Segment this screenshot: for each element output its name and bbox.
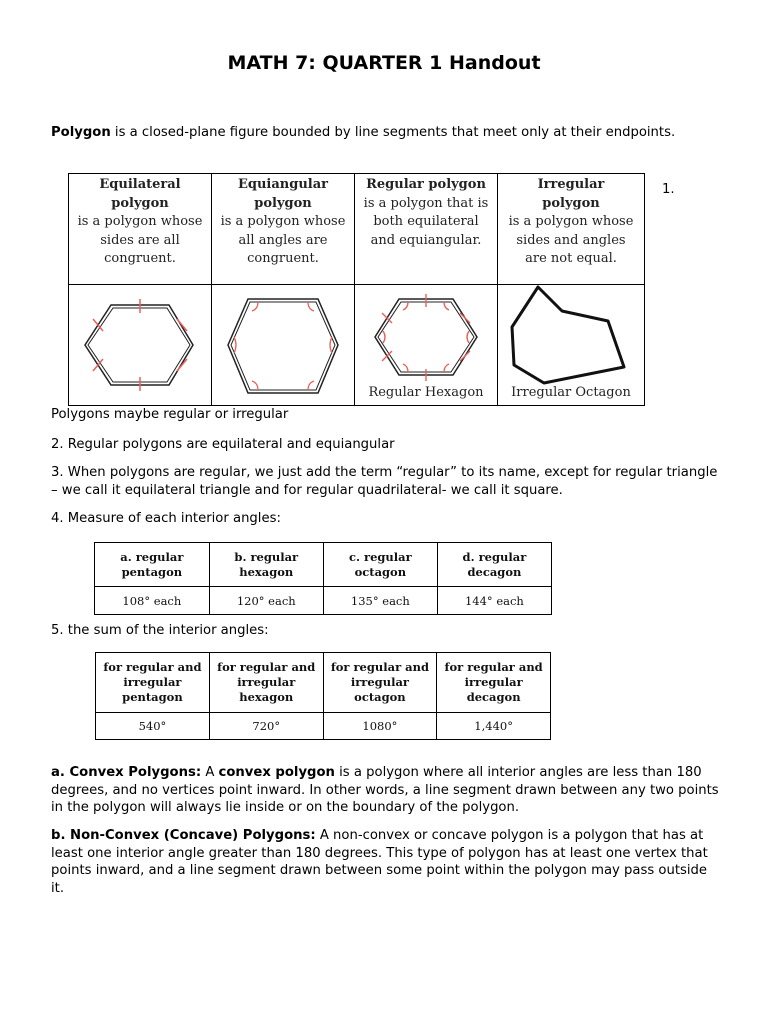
concave-text: A non-convex or concave polygon is a polygon that has at least one interior angle greater than 180 degrees. This type of polygon has at least one vertex that points inward, and a line segment drawn between some point within the polygon may pass outside it. bbox=[51, 828, 708, 896]
polygon-definition-text: is a closed-plane figure bounded by line segments that meet only at their endpoints. bbox=[110, 125, 676, 140]
sum-value-octagon: 1080° bbox=[323, 713, 437, 740]
interior-header-decagon: d. regular decagon bbox=[437, 543, 551, 587]
type-cell-irregular bbox=[498, 174, 645, 285]
type-desc: is a polygon whose all angles are congruent. bbox=[220, 214, 346, 266]
point-4: 4. Measure of each interior angles: bbox=[51, 511, 281, 526]
regular-hexagon-figure bbox=[355, 285, 498, 406]
page-title: MATH 7: QUARTER 1 Handout bbox=[227, 52, 541, 74]
sum-value-hexagon: 720° bbox=[209, 713, 323, 740]
sum-header-octagon: for regular and irregular octagon bbox=[323, 653, 437, 713]
point-5: 5. the sum of the interior angles: bbox=[51, 623, 269, 638]
type-heading: Irregular polygon bbox=[537, 177, 605, 211]
concave-paragraph bbox=[51, 827, 721, 897]
convex-pre: A bbox=[201, 765, 219, 780]
interior-header-octagon: c. regular octagon bbox=[323, 543, 437, 587]
interior-value-hexagon: 120° each bbox=[209, 587, 323, 615]
sum-header-pentagon: for regular and irregular pentagon bbox=[96, 653, 210, 713]
equilateral-hexagon-figure bbox=[69, 285, 212, 406]
convex-label: a. Convex Polygons: bbox=[51, 765, 202, 780]
list-number-1: 1. bbox=[662, 182, 675, 197]
sum-value-pentagon: 540° bbox=[96, 713, 210, 740]
interior-header-pentagon: a. regular pentagon bbox=[95, 543, 210, 587]
irregular-octagon-caption: Irregular Octagon bbox=[511, 385, 631, 400]
concave-label: b. Non-Convex (Concave) Polygons: bbox=[51, 828, 316, 843]
sum-header-hexagon: for regular and irregular hexagon bbox=[209, 653, 323, 713]
irregular-octagon-figure bbox=[498, 285, 645, 406]
polygon-definition bbox=[51, 124, 721, 142]
point-regular-irregular: Polygons maybe regular or irregular bbox=[51, 407, 289, 422]
convex-term: convex polygon bbox=[218, 765, 335, 780]
equiangular-hexagon-figure bbox=[212, 285, 355, 406]
polygon-types-table bbox=[68, 173, 645, 406]
regular-hexagon-caption: Regular Hexagon bbox=[368, 385, 484, 400]
type-heading: Equiangular polygon bbox=[237, 177, 329, 211]
sum-value-decagon: 1,440° bbox=[437, 713, 551, 740]
convex-text: is a polygon where all interior angles are less than 180 degrees, and no vertices point inward. In other words, a line segment drawn between any two points in the polygon will always lie inside or on the boundary of the polygon. bbox=[51, 765, 719, 815]
type-cell-equiangular bbox=[212, 174, 355, 285]
type-desc: is a polygon whose sides and angles are not equal. bbox=[508, 214, 634, 266]
interior-value-decagon: 144° each bbox=[437, 587, 551, 615]
polygon-term: Polygon bbox=[51, 125, 111, 140]
point-3: 3. When polygons are regular, we just add the term “regular” to its name, except for regular triangle – we call it equilateral triangle and for regular quadrilateral- we call it square. bbox=[51, 465, 718, 498]
interior-angle-table bbox=[94, 542, 552, 615]
type-heading: Regular polygon bbox=[366, 177, 486, 192]
sum-angle-table bbox=[95, 652, 551, 740]
type-desc: is a polygon whose sides are all congruent. bbox=[77, 214, 203, 266]
point-2: 2. Regular polygons are equilateral and equiangular bbox=[51, 437, 395, 452]
sum-header-decagon: for regular and irregular decagon bbox=[437, 653, 551, 713]
type-desc: is a polygon that is both equilateral and equiangular. bbox=[363, 195, 489, 248]
interior-value-octagon: 135° each bbox=[323, 587, 437, 615]
interior-value-pentagon: 108° each bbox=[95, 587, 210, 615]
type-cell-regular bbox=[355, 174, 498, 285]
convex-paragraph bbox=[51, 764, 721, 817]
interior-header-hexagon: b. regular hexagon bbox=[209, 543, 323, 587]
type-heading: Equilateral polygon bbox=[99, 177, 181, 211]
type-cell-equilateral bbox=[69, 174, 212, 285]
